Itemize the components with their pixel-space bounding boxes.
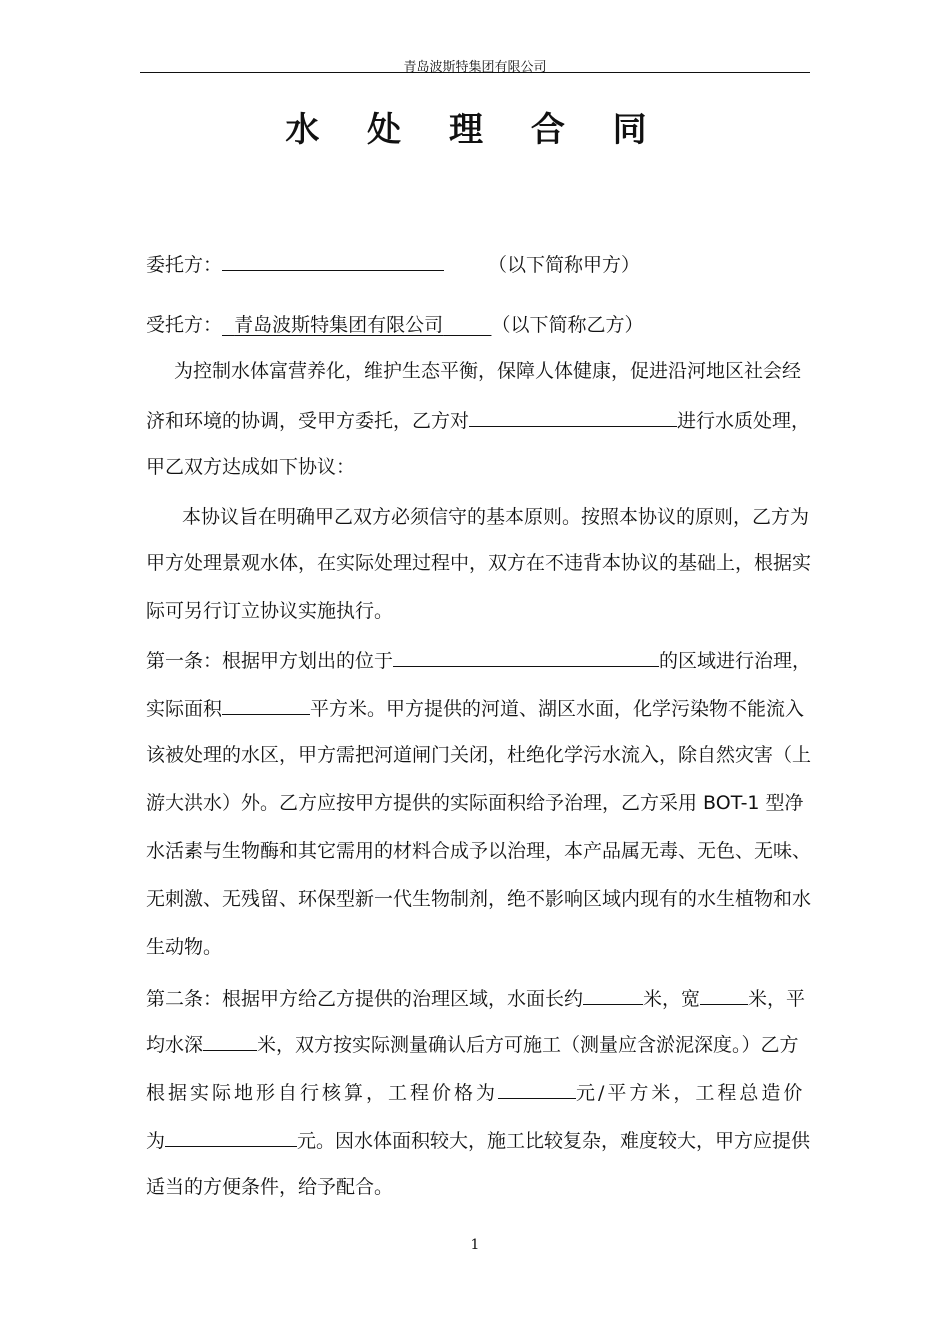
contractor-note: （以下简称乙方） [491, 314, 644, 336]
intro-line-1: 为控制水体富营养化，维护生态平衡，保障人体健康，促进沿河地区社会经 [174, 360, 802, 382]
principle-line-1: 本协议旨在明确甲乙双方必须信守的基本原则。按照本协议的原则，乙方为 [182, 506, 810, 528]
article2-line-2: 均水深 米，双方按实际测量确认后方可施工（测量应含淤泥深度。）乙方 [146, 1030, 814, 1058]
unit-price-field[interactable] [498, 1078, 576, 1099]
client-label: 委托方： [146, 254, 223, 276]
page-header: 青岛波斯特集团有限公司 [403, 60, 547, 75]
article2-line-4: 为 元。因水体面积较大，施工比较复杂，难度较大，甲方应提供 [146, 1126, 814, 1154]
intro-line-2: 济和环境的协调，受甲方委托，乙方对 进行水质处理， [146, 406, 814, 434]
width-field[interactable] [700, 984, 748, 1005]
document-title: 水 处 理 合 同 [285, 110, 665, 150]
article1-line-5: 水活素与生物酶和其它需用的材料合成予以治理，本产品属无毒、无色、无味、 [146, 840, 812, 862]
client-line [146, 250, 814, 278]
article1-line-2: 实际面积 平方米。甲方提供的河道、湖区水面，化学污染物不能流入 [146, 694, 814, 722]
depth-field[interactable] [203, 1030, 257, 1051]
article1-line-3: 该被处理的水区，甲方需把河道闸门关闭，杜绝化学污水流入，除自然灾害（上 [146, 744, 812, 766]
article1-line-6: 无刺激、无残留、环保型新一代生物制剂，绝不影响区域内现有的水生植物和水 [146, 888, 812, 910]
water-body-field[interactable] [469, 406, 677, 427]
contractor-line [146, 312, 814, 338]
total-price-field[interactable] [165, 1126, 297, 1147]
length-field[interactable] [583, 984, 643, 1005]
client-name-field[interactable] [222, 250, 444, 271]
article1-line-7: 生动物。 [146, 936, 223, 958]
header-rule [140, 72, 810, 73]
principle-line-3: 际可另行订立协议实施执行。 [146, 600, 394, 622]
location-field[interactable] [393, 646, 659, 667]
contractor-name: 青岛波斯特集团有限公司 [234, 314, 444, 336]
article1-line-4: 游大洪水）外。乙方应按甲方提供的实际面积给予治理，乙方采用 BOT-1 型净 [146, 792, 804, 814]
article2-line-5: 适当的方便条件，给予配合。 [146, 1176, 394, 1198]
article2-line-1: 第二条：根据甲方给乙方提供的治理区域，水面长约 米，宽 米，平 [146, 984, 814, 1012]
area-field[interactable] [222, 694, 310, 715]
article2-line-3: 根据实际地形自行核算，工程价格为 元/平方米，工程总造价 [146, 1078, 814, 1106]
principle-line-2: 甲方处理景观水体，在实际处理过程中，双方在不违背本协议的基础上，根据实 [146, 552, 812, 574]
intro-line-3: 甲乙双方达成如下协议： [146, 456, 356, 478]
article1-line-1: 第一条：根据甲方划出的位于 的区域进行治理， [146, 646, 814, 674]
page-number: 1 [470, 1237, 480, 1253]
client-note: （以下简称甲方） [488, 254, 641, 276]
contractor-label: 受托方： [146, 314, 223, 336]
